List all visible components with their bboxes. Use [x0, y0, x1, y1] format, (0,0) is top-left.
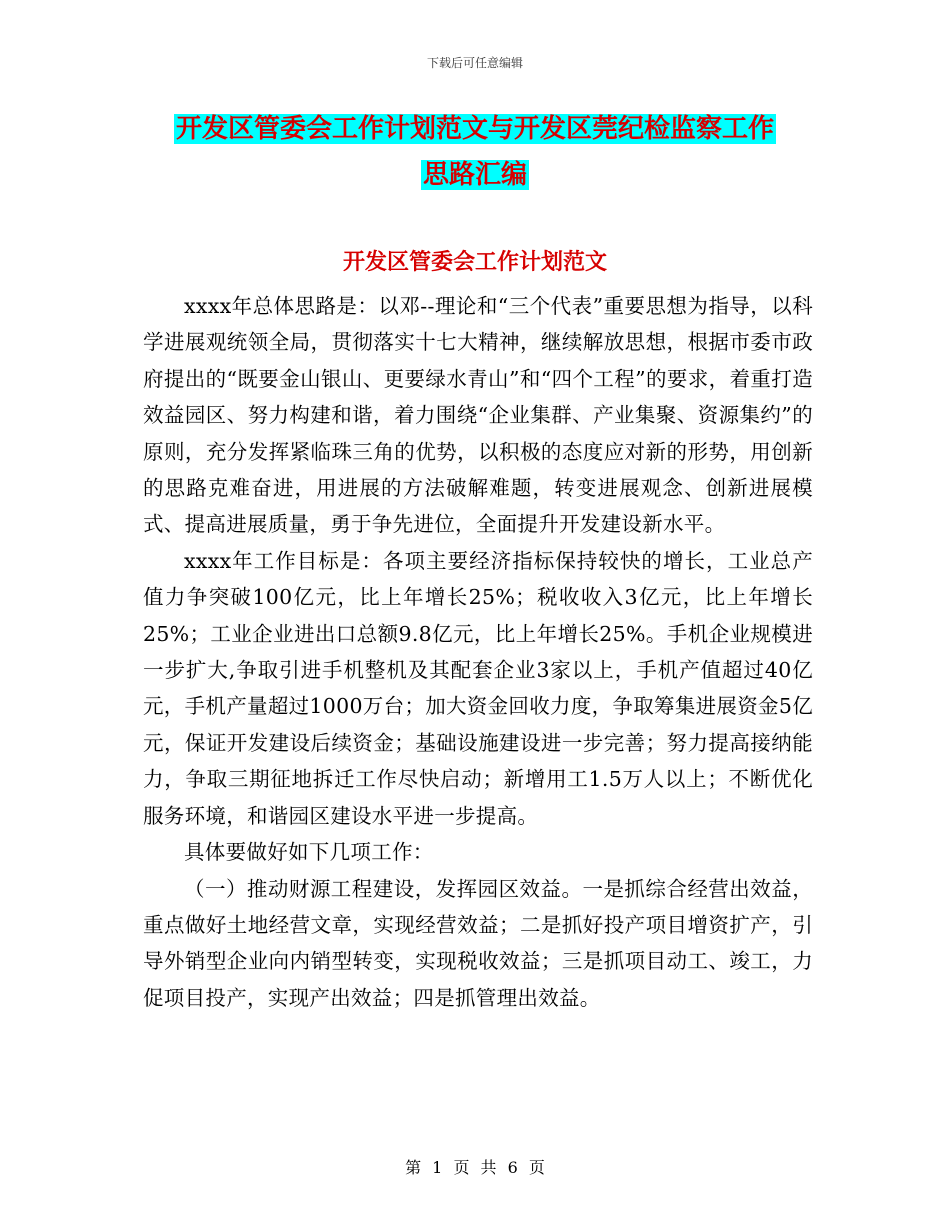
- document-title-line-2: 思路汇编: [422, 160, 527, 190]
- paragraph-work-targets: xxxx年工作目标是：各项主要经济指标保持较快的增长，工业总产值力争突破100亿元，比上年增长25%；税收收入3亿元，比上年增长25%；工业企业进出口总额9.8亿元，比上年增长25%。手机企业规模进一步扩大,争取引进手机整机及其配套企业3家以上，手机产值超过40亿元，手机产量超过1000万台；加大资金回收力度，争取筹集进展资金5亿元，保证开发建设后续资金；基础设施建设进一步完善；努力提高接纳能力，争取三期征地拆迁工作尽快启动；新增用工1.5万人以上；不断优化服务环境，和谐园区建设水平进一步提高。: [143, 548, 813, 828]
- section-title: 开发区管委会工作计划范文: [342, 250, 607, 275]
- paragraph-tasks-intro: 具体要做好如下几项工作：: [184, 840, 434, 865]
- header-note: 下载后可任意编辑: [426, 56, 523, 70]
- paragraph-task-one: （一）推动财源工程建设，发挥园区效益。一是抓综合经营出效益，重点做好土地经营文章，实现经营效益；二是抓好投产项目增资扩产，引导外销型企业向内销型转变，实现税收效益；三是抓项目动工、竣工，力促项目投产，实现产出效益；四是抓管理出效益。: [143, 876, 813, 1010]
- page-footer: 第 1 页 共 6 页: [405, 1158, 545, 1177]
- document-body: [143, 288, 813, 1016]
- paragraph-overall-approach: xxxx年总体思路是：以邓--理论和“三个代表”重要思想为指导，以科学进展观统领全局，贯彻落实十七大精神，继续解放思想，根据市委市政府提出的“既要金山银山、更要绿水青山”和“四个工程”的要求，着重打造效益园区、努力构建和谐，着力围绕“企业集群、产业集聚、资源集约”的原则，充分发挥紧临珠三角的优势，以积极的态度应对新的形势，用创新的思路克难奋进，用进展的方法破解难题，转变进展观念、创新进展模式、提高进展质量，勇于争先进位，全面提升开发建设新水平。: [143, 294, 813, 537]
- document-title-line-1: 开发区管委会工作计划范文与开发区莞纪检监察工作: [175, 114, 774, 144]
- document-title: [0, 106, 950, 198]
